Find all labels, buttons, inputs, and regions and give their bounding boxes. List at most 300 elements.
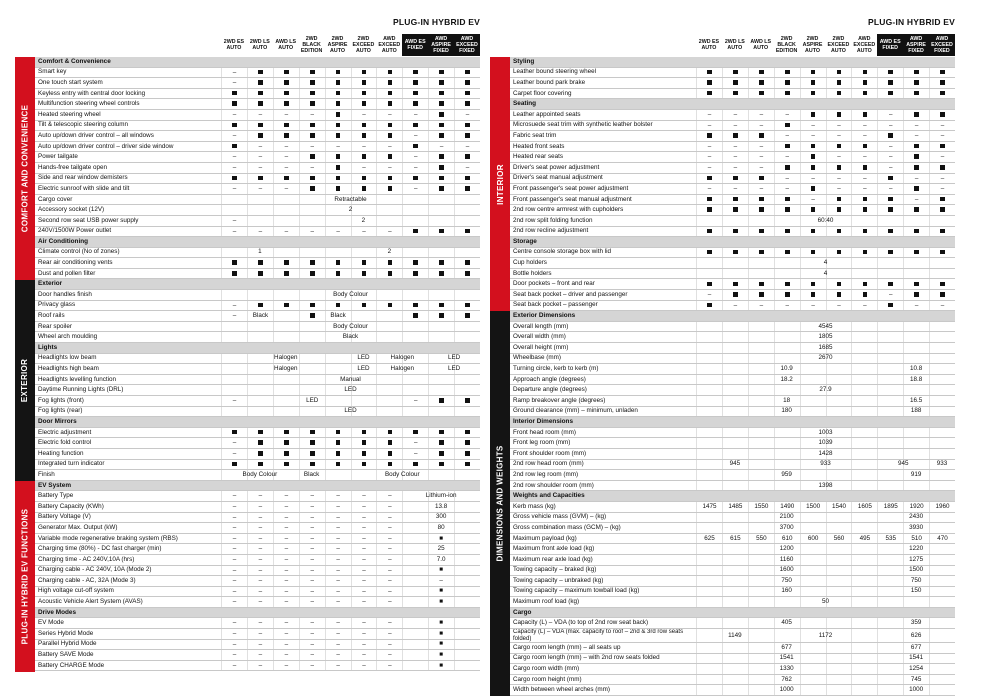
cell-value: – — [221, 184, 247, 194]
check-mark-icon — [258, 176, 263, 181]
check-mark-icon — [888, 250, 893, 255]
cell-value: – — [800, 301, 826, 311]
group-heading: Weights and Capacities — [510, 491, 955, 502]
check-mark-icon — [284, 462, 289, 467]
check-mark-icon — [413, 80, 418, 85]
check-mark-icon — [258, 451, 263, 456]
cell-value: – — [299, 618, 325, 628]
spanning-value: 4 — [823, 269, 828, 277]
cell-value: – — [273, 640, 299, 650]
row-label: Headlights low beam — [38, 354, 97, 362]
table-row — [510, 523, 955, 534]
cell-value — [273, 311, 299, 321]
cell-value: – — [221, 301, 247, 311]
check-mark-icon — [258, 133, 263, 138]
cell-included — [800, 279, 826, 289]
section-side-label — [15, 280, 35, 481]
check-mark-icon — [439, 101, 444, 106]
check-mark-icon — [413, 303, 418, 308]
cell-included — [428, 89, 454, 99]
check-mark-icon — [914, 165, 919, 170]
table-row — [35, 110, 480, 121]
cell-value: – — [299, 544, 325, 554]
check-mark-icon — [707, 207, 712, 212]
check-mark-icon — [310, 260, 315, 265]
cell-value: – — [903, 131, 929, 141]
cell-included — [325, 121, 351, 131]
check-mark-icon — [362, 101, 367, 106]
cell-value: – — [826, 152, 852, 162]
group-heading: Door Mirrors — [35, 417, 480, 428]
check-mark-icon — [465, 101, 470, 106]
cell-value: – — [877, 184, 903, 194]
section-side-label — [490, 311, 510, 696]
cell-value: – — [221, 640, 247, 650]
check-mark-icon — [914, 207, 919, 212]
cell-value: Black — [247, 311, 273, 321]
cell-value: – — [247, 227, 273, 237]
group-heading: Comfort & Convenience — [35, 57, 480, 68]
spanning-value: 80 — [437, 523, 445, 531]
cell-included — [402, 68, 428, 78]
cell-value: – — [351, 544, 377, 554]
check-mark-icon — [439, 123, 444, 128]
check-mark-icon — [258, 91, 263, 96]
cell-included — [454, 131, 480, 141]
check-mark-icon — [258, 123, 263, 128]
spanning-value: 1254 — [909, 665, 924, 673]
cell-value: – — [221, 502, 247, 512]
cell-value: – — [722, 142, 748, 152]
column-header: AWD EXCEED AUTO — [378, 36, 401, 54]
spanning-value: 626 — [910, 631, 922, 639]
cell-included — [273, 449, 299, 459]
table-row — [510, 597, 955, 608]
check-mark-icon — [940, 292, 945, 297]
spanning-value: 2100 — [779, 513, 794, 521]
check-mark-icon — [733, 80, 738, 85]
cell-value: – — [696, 121, 722, 131]
row-label: Dust and pollen filter — [38, 269, 96, 277]
check-mark-icon — [863, 144, 868, 149]
check-mark-icon — [465, 303, 470, 308]
cell-value: – — [376, 163, 402, 173]
check-mark-icon — [439, 430, 444, 435]
cell-value: – — [376, 555, 402, 565]
cell-included — [774, 195, 800, 205]
row-label: Cargo room length (mm) – all seats up — [513, 643, 621, 651]
cell-included — [748, 279, 774, 289]
row-label: 2nd row shoulder room (mm) — [513, 481, 594, 489]
table-row — [510, 534, 955, 545]
cell-value: – — [351, 587, 377, 597]
row-label: Keyless entry with central door locking — [38, 89, 146, 97]
check-mark-icon — [837, 197, 842, 202]
row-label: One touch start system — [38, 78, 103, 86]
cell-included — [273, 68, 299, 78]
table-row — [35, 227, 480, 238]
row-label: Cup holders — [513, 259, 547, 267]
spanning-value: LED — [357, 365, 370, 373]
row-label: Turning circle, kerb to kerb (m) — [513, 365, 599, 373]
cell-value: – — [428, 142, 454, 152]
table-row — [35, 332, 480, 343]
cell-included — [877, 301, 903, 311]
cell-included — [221, 174, 247, 184]
spanning-value: 359 — [910, 619, 922, 627]
column-header: AWD LS AUTO — [750, 39, 772, 51]
table-row — [510, 449, 955, 460]
check-mark-icon — [837, 282, 842, 287]
check-mark-icon — [888, 70, 893, 75]
check-mark-icon — [310, 430, 315, 435]
cell-value: – — [299, 661, 325, 671]
check-mark-icon — [837, 91, 842, 96]
cell-value: – — [454, 163, 480, 173]
cell-included — [299, 460, 325, 470]
spanning-value: 1275 — [909, 555, 924, 563]
check-mark-icon — [759, 176, 764, 181]
spanning-value: 10.8 — [910, 365, 923, 373]
spanning-value: – — [439, 576, 443, 584]
table-row — [510, 343, 955, 354]
spanning-value: 1000 — [909, 686, 924, 694]
row-label: Heated rear seats — [513, 153, 564, 161]
cell-value: – — [299, 227, 325, 237]
check-mark-icon — [465, 80, 470, 85]
cell-value: Black — [325, 311, 351, 321]
cell-value: – — [851, 152, 877, 162]
check-mark-icon — [759, 80, 764, 85]
cell-value: – — [376, 502, 402, 512]
cell-value: – — [800, 131, 826, 141]
cell-value: – — [299, 576, 325, 586]
cell-included — [351, 184, 377, 194]
table-row — [510, 555, 955, 566]
cell-included — [247, 99, 273, 109]
row-label: Carpet floor covering — [513, 89, 572, 97]
cell-included — [325, 89, 351, 99]
table-row — [35, 78, 480, 89]
cell-value: – — [221, 78, 247, 88]
spanning-value: 27.9 — [819, 386, 832, 394]
spanning-value: 677 — [910, 643, 922, 651]
cell-included — [247, 258, 273, 268]
check-mark-icon — [336, 101, 341, 106]
column-header: 2WD LS AUTO — [724, 39, 745, 51]
check-mark-icon — [336, 451, 341, 456]
check-mark-icon — [914, 292, 919, 297]
table-row — [35, 375, 480, 386]
cell-included — [748, 89, 774, 99]
row-label: Hands-free tailgate open — [38, 163, 107, 171]
cell-included — [826, 195, 852, 205]
spanning-value: 405 — [781, 619, 792, 627]
table-row — [35, 523, 480, 534]
table-row — [35, 587, 480, 598]
spanning-value: Halogen — [390, 354, 415, 362]
spanning-value: 945 — [729, 460, 741, 468]
spanning-value: 3930 — [909, 523, 924, 531]
cell-included — [273, 438, 299, 448]
cell-included — [826, 89, 852, 99]
cell-value: – — [247, 152, 273, 162]
row-label: Privacy glass — [38, 301, 76, 309]
spanning-value: 1685 — [818, 343, 833, 351]
check-mark-icon — [785, 80, 790, 85]
table-row — [35, 428, 480, 439]
row-label: Maximum front axle load (kg) — [513, 545, 595, 553]
row-label: Front shoulder room (mm) — [513, 449, 587, 457]
spanning-value: ■ — [439, 640, 444, 648]
check-mark-icon — [439, 91, 444, 96]
cell-value: – — [325, 629, 351, 639]
cell-included — [221, 121, 247, 131]
check-mark-icon — [362, 70, 367, 75]
row-label: Second row seat USB power supply — [38, 216, 139, 224]
cell-value: – — [325, 227, 351, 237]
row-label: Cargo room height (mm) — [513, 675, 582, 683]
cell-value: – — [273, 163, 299, 173]
cell-value: – — [273, 142, 299, 152]
cell-value: 610 — [774, 534, 800, 544]
spec-table-right — [495, 57, 955, 696]
group-heading: Cargo — [510, 608, 955, 619]
cell-included — [696, 227, 722, 237]
check-mark-icon — [336, 186, 341, 191]
cell-included — [774, 205, 800, 215]
cell-value: – — [402, 110, 428, 120]
cell-included — [402, 227, 428, 237]
cell-included — [929, 78, 955, 88]
cell-included — [800, 163, 826, 173]
cell-value: 1500 — [800, 502, 826, 512]
check-mark-icon — [863, 197, 868, 202]
spanning-value: ■ — [439, 619, 444, 627]
check-mark-icon — [232, 176, 237, 181]
cell-value: – — [826, 184, 852, 194]
row-label: Acoustic Vehicle Alert System (AVAS) — [38, 598, 143, 606]
cell-value — [351, 396, 377, 406]
spanning-value: 1500 — [909, 566, 924, 574]
spanning-value: 933 — [820, 460, 831, 468]
cell-included — [851, 110, 877, 120]
check-mark-icon — [733, 292, 738, 297]
cell-value: – — [376, 597, 402, 607]
cell-value: – — [221, 131, 247, 141]
cell-included — [247, 438, 273, 448]
cell-included — [325, 428, 351, 438]
check-mark-icon — [785, 250, 790, 255]
cell-included — [774, 78, 800, 88]
table-row — [35, 449, 480, 460]
cell-value: – — [454, 110, 480, 120]
cell-included — [774, 227, 800, 237]
column-header: 2WD ASPIRE AUTO — [802, 36, 823, 54]
cell-included — [376, 428, 402, 438]
check-mark-icon — [785, 91, 790, 96]
row-label: Maximum rear axle load (kg) — [513, 555, 593, 563]
check-mark-icon — [310, 80, 315, 85]
cell-included — [428, 258, 454, 268]
check-mark-icon — [785, 292, 790, 297]
check-mark-icon — [465, 398, 470, 403]
cell-value: – — [247, 513, 273, 523]
cell-value: – — [748, 163, 774, 173]
cell-included — [800, 290, 826, 300]
section-title: PLUG-IN HYBRID EV FUNCTIONS — [20, 508, 30, 645]
cell-value: – — [247, 502, 273, 512]
cell-included — [247, 301, 273, 311]
check-mark-icon — [811, 80, 816, 85]
group-heading: Seating — [510, 99, 955, 110]
cell-included — [454, 311, 480, 321]
cell-included — [877, 195, 903, 205]
spanning-value: 1 — [258, 248, 262, 256]
check-mark-icon — [733, 133, 738, 138]
table-row — [510, 68, 955, 79]
cell-included — [247, 121, 273, 131]
check-mark-icon — [863, 250, 868, 255]
cell-included — [454, 428, 480, 438]
cell-included — [877, 279, 903, 289]
spanning-value: 1172 — [818, 631, 833, 639]
row-label: Front passenger's seat manual adjustment — [513, 195, 632, 203]
cell-value: – — [351, 661, 377, 671]
cell-value: – — [800, 195, 826, 205]
check-mark-icon — [362, 462, 367, 467]
check-mark-icon — [888, 176, 893, 181]
table-row — [35, 661, 480, 672]
cell-included — [273, 99, 299, 109]
cell-included — [851, 68, 877, 78]
cell-value: – — [376, 523, 402, 533]
cell-value: – — [247, 640, 273, 650]
cell-included — [696, 68, 722, 78]
row-label: Headlights levelling function — [38, 375, 117, 383]
cell-included — [826, 142, 852, 152]
cell-value: – — [696, 110, 722, 120]
check-mark-icon — [785, 229, 790, 234]
spanning-value: Retractable — [334, 195, 367, 203]
cell-value: – — [325, 640, 351, 650]
cell-value: – — [221, 396, 247, 406]
spanning-value: 160 — [781, 587, 792, 595]
table-row — [35, 618, 480, 629]
row-label: Gross combination mass (GCM) – (kg) — [513, 523, 621, 531]
cell-value: – — [402, 152, 428, 162]
cell-value: – — [696, 184, 722, 194]
cell-value — [351, 311, 377, 321]
table-row — [35, 269, 480, 280]
cell-included — [299, 311, 325, 321]
table-row — [35, 258, 480, 269]
cell-included — [351, 89, 377, 99]
cell-included — [903, 290, 929, 300]
column-header: 2WD BLACK EDITION — [775, 36, 798, 54]
cell-included — [299, 438, 325, 448]
check-mark-icon — [310, 303, 315, 308]
cell-value: – — [325, 491, 351, 501]
cell-value: – — [299, 502, 325, 512]
row-label: 2nd row head room (mm) — [513, 460, 584, 468]
check-mark-icon — [940, 207, 945, 212]
cell-included — [325, 110, 351, 120]
spanning-value: Black — [303, 470, 320, 478]
check-mark-icon — [837, 80, 842, 85]
spanning-value: 180 — [781, 407, 792, 415]
check-mark-icon — [336, 123, 341, 128]
spanning-value: 919 — [910, 470, 922, 478]
check-mark-icon — [439, 260, 444, 265]
cell-value: – — [325, 555, 351, 565]
cell-value: – — [929, 121, 955, 131]
check-mark-icon — [258, 101, 263, 106]
check-mark-icon — [232, 271, 237, 276]
cell-included — [774, 248, 800, 258]
cell-included — [376, 89, 402, 99]
cell-included — [325, 269, 351, 279]
cell-included — [428, 131, 454, 141]
cell-included — [826, 68, 852, 78]
cell-included — [325, 152, 351, 162]
cell-value: – — [221, 618, 247, 628]
row-label: Bottle holders — [513, 269, 552, 277]
cell-value: – — [221, 534, 247, 544]
check-mark-icon — [439, 70, 444, 75]
cell-value: – — [273, 555, 299, 565]
table-row — [35, 290, 480, 301]
spec-table-left — [20, 57, 480, 671]
check-mark-icon — [439, 271, 444, 276]
cell-value: – — [273, 629, 299, 639]
cell-included — [402, 89, 428, 99]
cell-included — [428, 460, 454, 470]
cell-included — [325, 78, 351, 88]
spanning-value: ■ — [439, 534, 444, 542]
cell-value: – — [325, 142, 351, 152]
cell-value: – — [376, 491, 402, 501]
cell-included — [325, 449, 351, 459]
cell-included — [428, 99, 454, 109]
cell-included — [402, 121, 428, 131]
check-mark-icon — [362, 430, 367, 435]
check-mark-icon — [914, 250, 919, 255]
check-mark-icon — [439, 398, 444, 403]
cell-included — [774, 279, 800, 289]
check-mark-icon — [232, 144, 237, 149]
check-mark-icon — [707, 303, 712, 308]
cell-included — [877, 131, 903, 141]
column-header: AWD EXCEED FIXED — [929, 34, 955, 56]
check-mark-icon — [863, 229, 868, 234]
cell-value: – — [351, 597, 377, 607]
table-row — [510, 460, 955, 471]
check-mark-icon — [336, 260, 341, 265]
row-label: Cargo room width (mm) — [513, 665, 580, 673]
column-header: 2WD EXCEED AUTO — [352, 36, 375, 54]
table-row — [35, 502, 480, 513]
cell-included — [748, 174, 774, 184]
group-heading: EV System — [35, 481, 480, 492]
row-label: Charging cable - AC, 32A (Mode 3) — [38, 576, 136, 584]
cell-included — [273, 89, 299, 99]
cell-included — [428, 396, 454, 406]
cell-included — [273, 258, 299, 268]
cell-included — [696, 248, 722, 258]
row-label: 2nd row centre armrest with cupholders — [513, 206, 624, 214]
cell-value: – — [273, 576, 299, 586]
